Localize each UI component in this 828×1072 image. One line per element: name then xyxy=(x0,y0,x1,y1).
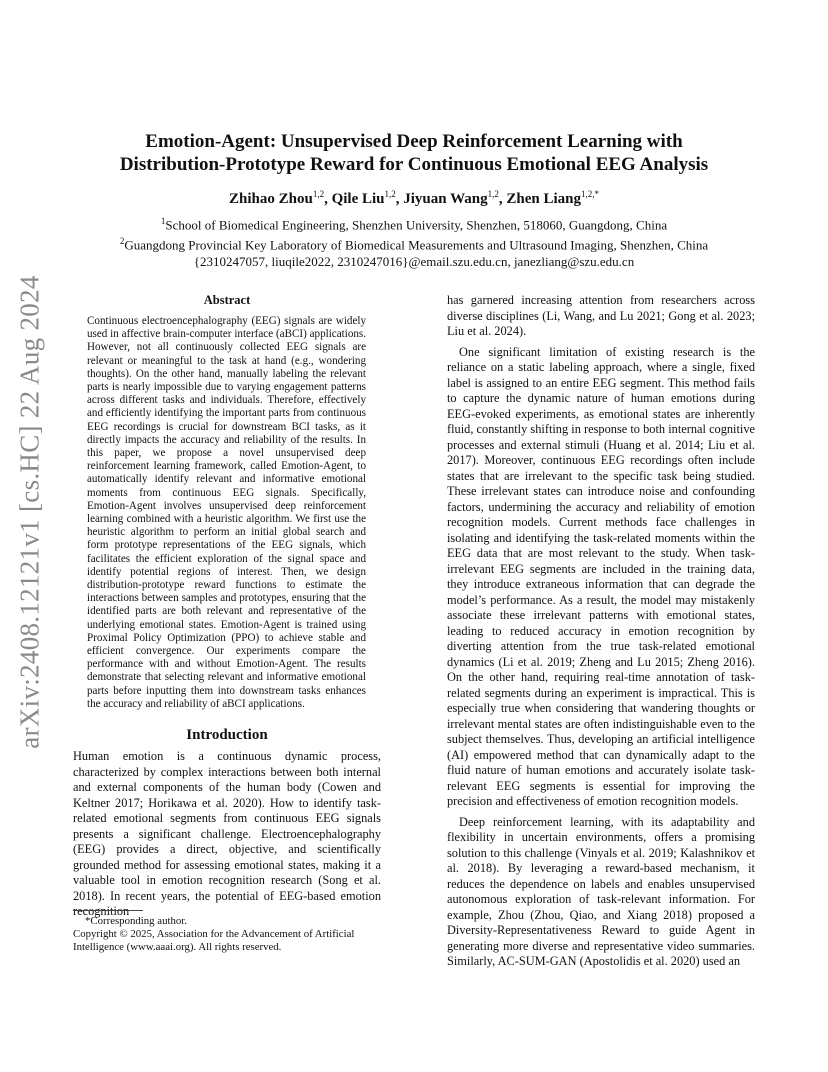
paper-title xyxy=(60,130,768,176)
author-list: Zhihao Zhou$^{1,2}$, Qile Liu$^{1,2}$, Jiyuan Wang$^{1,2}$, Zhen Liang$^{1,2,*}$ xyxy=(229,189,599,207)
copyright-notice: Copyright © 2025, Association for the Advancement of Artificial Intelligence (www.aaai.org). All rights reserved. xyxy=(73,928,355,954)
abstract-heading: Abstract xyxy=(203,293,251,307)
affiliation-2 xyxy=(60,233,768,253)
intro-paragraph-continued: has garnered increasing attention from researchers across diverse disciplines (Li, Wang, and Lu 2021; Gong et al. 2023; Liu et al. 2024). xyxy=(447,293,755,338)
abstract-text: Continuous electroencephalography (EEG) signals are widely used in affective brain-computer interface (aBCI) applications. However, not all continuously collected EEG signals are relevant or meaningful to the task at hand (e.g., wondering thoughts). On the other hand, manually labeling the relevant parts is nearly impossible due to varying engagement patterns across different tasks and individuals. Therefore, effectively and efficiently identifying the important parts from continuous EEG recordings is crucial for downstream BCI tasks, as it directly impacts the accuracy and reliability of the results. In this paper, we propose a novel unsupervised deep reinforcement learning framework, called Emotion-Agent, to automatically identify relevant and informative emotional moments from continuous EEG signals. Specifically, Emotion-Agent involves unsupervised deep reinforcement learning combined with a heuristic algorithm. We first use the heuristic algorithm to perform an initial global search and form prototype representations of the EEG signals, which facilitates the efficient exploration of the signal space and identify potential regions of interest. Then, we design distribution-prototype reward functions to estimate the interactions between samples and prototypes, ensuring that the identified parts are both relevant and representative of the underlying emotional states. Emotion-Agent is trained using Proximal Policy Optimization (PPO) to achieve stable and efficient convergence. Our experiments compare the performance with and without Emotion-Agent. The results demonstrate that selecting relevant and informative emotional parts before inputting them into downstream tasks enhances the accuracy and reliability of aBCI applications. xyxy=(87,315,366,710)
author-name: Qile Liu xyxy=(331,191,385,207)
author-name: Zhen Liang xyxy=(506,191,581,207)
footnotes xyxy=(73,910,381,955)
introduction-heading: Introduction xyxy=(186,727,268,744)
author-name: Zhihao Zhou xyxy=(229,191,313,207)
author-affiliation-marker: 1,2 xyxy=(487,189,499,199)
affiliation-text: Guangdong Provincial Key Laboratory of Biomedical Measurements and Ultrasound Imaging, Shenzhen, China xyxy=(124,237,709,253)
intro-paragraph: Deep reinforcement learning, with its adaptability and flexibility in uncertain environments, offers a promising solution to this challenge (Vinyals et al. 2019; Kalashnikov et al. 2018). By leveraging a reward-based mechanism, it reduces the dependence on labels and enables unsupervised autonomous exploration of task-relevant information. For example, Zhou (Zhou, Qiao, and Xiang 2018) proposed a Diversity-Representativeness Reward to guide Agent in generating more diverse and representative video summaries. Similarly, AC-SUM-GAN (Apostolidis et al. 2020) used an xyxy=(447,814,755,968)
intro-paragraph: One significant limitation of existing research is the reliance on a static labeling approach, where a single, fixed label is assigned to an entire EEG segment. This method fails to capture the dynamic nature of human emotions during EEG-evoked experiments, as emotional states are inherently fluid, constantly shifting in response to both internal cognitive processes and external stimuli (Huang et al. 2014; Liu et al. 2017). Moreover, continuous EEG recordings often include states that are irrelevant to the specific task being studied. These irrelevant states can introduce noise and confounding factors, undermining the accuracy and reliability of emotion recognition models. Current methods face challenges in isolating and identifying the task-related moments within the EEG data that are most relevant to the study. When task-irrelevant EEG segments are included in the training data, they introduce extraneous information that can degrade the model’s performance. As a result, the model may mistakenly associate these irrelevant patterns with emotional states, leading to reduced accuracy in emotion recognition by diverting attention from the true task-related emotional dynamics (Li et al. 2019; Zheng and Lu 2015; Zheng 2016). On the other hand, requiring real-time annotation of task-related segments during an experiment is impractical. This is especially true when considering that wandering thoughts or irrelevant mental states are often indistinguishable even to the subject themselves. Thus, developing an artificial intelligence (AI) empowered method that can dynamically adapt to the fluid nature of human emotions and accurately isolate task-relevant EEG segments is essential for improving the precision and effectiveness of emotion recognition models. xyxy=(447,344,755,808)
author-affiliation-marker: 1,2 xyxy=(384,189,396,199)
author-affiliation-marker: 1,2,* xyxy=(580,189,599,199)
arxiv-stamp xyxy=(10,275,50,749)
title-line-1: Emotion-Agent: Unsupervised Deep Reinforcement Learning with xyxy=(145,131,683,152)
corresponding-author-note: *Corresponding author. xyxy=(85,915,187,927)
right-column xyxy=(447,293,755,970)
author-name: Jiyuan Wang xyxy=(403,191,488,207)
affiliation-1 xyxy=(60,213,768,233)
affiliation-marker: 2 xyxy=(119,236,125,247)
title-line-2: Distribution-Prototype Reward for Continuous Emotional EEG Analysis xyxy=(119,154,709,175)
intro-paragraph: Human emotion is a continuous dynamic process, characterized by complex interactions between both internal and external components of the human body (Cowen and Keltner 2017; Horikawa et al. 2020). How to identify task-related emotional segments from continuous EEG signals presents a significant challenge. Electroencephalography (EEG) provides a direct, objective, and scientifically grounded method for assessing emotional states, making it a valuable tool in emotion recognition research (Song et al. 2018). In recent years, the potential of EEG-based emotion recognition xyxy=(73,749,381,919)
author-affiliation-marker: 1,2 xyxy=(312,189,325,199)
affiliation-text: School of Biomedical Engineering, Shenzhen University, Shenzhen, 518060, Guangdong, China xyxy=(165,217,668,233)
footnote-rule xyxy=(73,910,143,911)
affiliation-marker: 1 xyxy=(160,216,166,226)
affiliations xyxy=(60,213,768,270)
left-column xyxy=(73,293,381,920)
author-emails: {2310247057, liuqile2022, 2310247016}@email.szu.edu.cn, janezliang@szu.edu.cn xyxy=(193,253,635,269)
arxiv-stamp-text: arXiv:2408.12121v1 [cs.HC] 22 Aug 2024 xyxy=(14,275,45,749)
